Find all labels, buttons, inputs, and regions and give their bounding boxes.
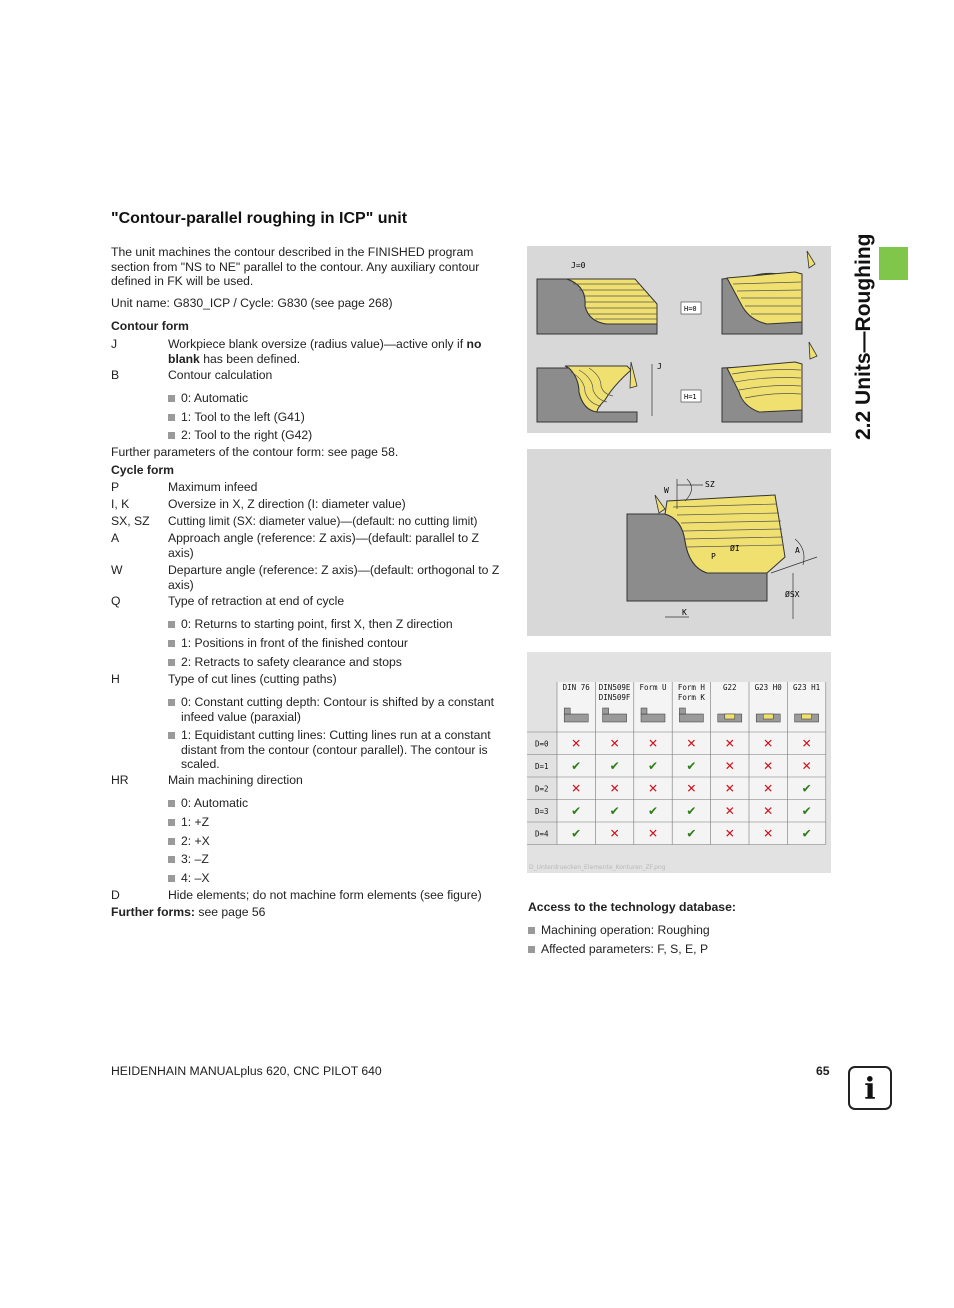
intro-paragraph: The unit machines the contour described in the FINISHED program section from "NS to NE" parallel to the contour. Any auxiliary contour defined in FK will be used. bbox=[111, 245, 480, 288]
cross-icon: ✕ bbox=[724, 826, 735, 841]
column-header: DIN509E bbox=[598, 683, 631, 692]
profile-icon bbox=[795, 714, 819, 722]
param-q-term: Q bbox=[111, 594, 121, 608]
column-header: G22 bbox=[723, 683, 737, 692]
figure-caption: D_Unterdruecken_Elemente_Konturen_ZF.png bbox=[529, 864, 666, 871]
cycle-form-heading: Cycle form bbox=[111, 463, 174, 477]
cross-icon: ✕ bbox=[647, 781, 659, 796]
technology-heading: Access to the technology database: bbox=[528, 900, 736, 914]
hr-option-2: 2: +X bbox=[168, 834, 506, 849]
cross-icon: ✕ bbox=[686, 736, 697, 751]
param-p-term: P bbox=[111, 480, 120, 494]
q-option-0: 0: Returns to starting point, first X, then Z direction bbox=[168, 617, 506, 632]
cross-icon: ✕ bbox=[724, 803, 735, 818]
figure-cycle-params bbox=[527, 449, 831, 636]
hide-elements-table bbox=[527, 652, 831, 873]
check-icon: ✔ bbox=[801, 803, 812, 818]
check-icon: ✔ bbox=[686, 803, 697, 818]
check-icon: ✔ bbox=[647, 758, 659, 773]
label-h0: H=0 bbox=[684, 305, 697, 313]
figure-cut-lines bbox=[527, 246, 831, 433]
page-number: 65 bbox=[816, 1064, 830, 1078]
h-option-0: 0: Constant cutting depth: Contour is shifted by a constant infeed value (paraxial) bbox=[168, 695, 506, 724]
param-a-term: A bbox=[111, 531, 120, 545]
label-di: ØI bbox=[730, 544, 740, 553]
bullet-icon bbox=[168, 838, 175, 845]
q-option-2: 2: Retracts to safety clearance and stops bbox=[168, 655, 506, 670]
param-hr-desc: Main machining direction bbox=[168, 773, 303, 787]
check-icon: ✔ bbox=[571, 826, 582, 841]
contour-form-heading: Contour form bbox=[111, 319, 189, 333]
cross-icon: ✕ bbox=[571, 781, 582, 796]
bullet-icon bbox=[168, 414, 175, 421]
cross-icon: ✕ bbox=[801, 736, 812, 751]
chapter-side-title: 2.2 Units—Roughing bbox=[852, 233, 875, 440]
bullet-icon bbox=[168, 800, 175, 807]
tool-icon bbox=[809, 342, 817, 359]
contour-form-further: Further parameters of the contour form: see page 58. bbox=[111, 445, 399, 459]
column-header: DIN509F bbox=[598, 693, 631, 702]
check-icon: ✔ bbox=[801, 781, 812, 796]
param-h-term: H bbox=[111, 672, 120, 686]
cross-icon: ✕ bbox=[763, 826, 774, 841]
cross-icon: ✕ bbox=[724, 781, 735, 796]
bullet-icon bbox=[168, 621, 175, 628]
technology-item-1: Affected parameters: F, S, E, P bbox=[528, 942, 708, 957]
b-option-0: 0: Automatic bbox=[168, 391, 506, 406]
param-b-desc: Contour calculation bbox=[168, 368, 273, 382]
further-forms: Further forms: see page 56 bbox=[111, 905, 266, 919]
column-header: Form U bbox=[639, 683, 667, 692]
param-p-desc: Maximum infeed bbox=[168, 480, 258, 494]
row-label: D=3 bbox=[535, 806, 549, 816]
profile-icon bbox=[718, 714, 742, 722]
param-sx-term: SX, SZ bbox=[111, 514, 150, 528]
label-p: P bbox=[711, 552, 716, 561]
info-icon: i bbox=[848, 1066, 892, 1110]
cross-icon: ✕ bbox=[763, 803, 774, 818]
row-label: D=0 bbox=[535, 739, 549, 749]
cross-icon: ✕ bbox=[571, 736, 582, 751]
tool-icon bbox=[655, 495, 665, 513]
bullet-icon bbox=[528, 927, 535, 934]
param-h-desc: Type of cut lines (cutting paths) bbox=[168, 672, 337, 686]
cross-icon: ✕ bbox=[724, 758, 735, 773]
label-sz: SZ bbox=[705, 480, 715, 489]
unit-name: Unit name: G830_ICP / Cycle: G830 (see page 268) bbox=[111, 296, 393, 310]
check-icon: ✔ bbox=[801, 826, 812, 841]
cycle-params-diagram bbox=[527, 449, 831, 636]
footer-text: HEIDENHAIN MANUALplus 620, CNC PILOT 640 bbox=[111, 1064, 382, 1078]
technology-item-0: Machining operation: Roughing bbox=[528, 923, 710, 938]
check-icon: ✔ bbox=[609, 758, 620, 773]
param-w-term: W bbox=[111, 563, 123, 577]
label-dsx: ØSX bbox=[785, 590, 800, 599]
hr-option-3: 3: –Z bbox=[168, 852, 506, 867]
cross-icon: ✕ bbox=[647, 826, 659, 841]
param-sx-desc: Cutting limit (SX: diameter value)—(default: no cutting limit) bbox=[168, 514, 478, 528]
cross-icon: ✕ bbox=[609, 781, 620, 796]
cross-icon: ✕ bbox=[609, 736, 620, 751]
label-w: W bbox=[664, 486, 669, 495]
cut-lines-diagram bbox=[527, 246, 831, 433]
label-k: K bbox=[682, 608, 687, 617]
param-j-desc: Workpiece blank oversize (radius value)—active only if no blank has been defined. bbox=[168, 337, 482, 366]
param-w-desc: Departure angle (reference: Z axis)—(default: orthogonal to Z axis) bbox=[168, 563, 500, 592]
cross-icon: ✕ bbox=[609, 826, 620, 841]
bullet-icon bbox=[168, 875, 175, 882]
row-label: D=1 bbox=[535, 761, 549, 771]
hr-option-1: 1: +Z bbox=[168, 815, 506, 830]
b-option-2: 2: Tool to the right (G42) bbox=[168, 428, 506, 443]
check-icon: ✔ bbox=[609, 803, 620, 818]
check-icon: ✔ bbox=[686, 758, 697, 773]
param-ik-desc: Oversize in X, Z direction (I: diameter value) bbox=[168, 497, 406, 511]
param-d-desc: Hide elements; do not machine form elements (see figure) bbox=[168, 888, 482, 902]
profile-icon bbox=[756, 714, 780, 722]
bullet-icon bbox=[168, 856, 175, 863]
param-ik-term: I, K bbox=[111, 497, 130, 511]
label-a: A bbox=[795, 546, 800, 555]
param-b-term: B bbox=[111, 368, 120, 382]
figure-hide-elements bbox=[527, 652, 831, 873]
bullet-icon bbox=[168, 699, 175, 706]
check-icon: ✔ bbox=[571, 803, 582, 818]
check-icon: ✔ bbox=[686, 826, 697, 841]
bullet-icon bbox=[168, 819, 175, 826]
b-option-1: 1: Tool to the left (G41) bbox=[168, 410, 506, 425]
bullet-icon bbox=[168, 395, 175, 402]
tool-icon bbox=[630, 362, 637, 388]
label-j0: J=0 bbox=[571, 261, 586, 270]
label-h1: H=1 bbox=[684, 393, 697, 401]
label-j: J bbox=[657, 362, 662, 371]
column-header: Form K bbox=[677, 693, 705, 702]
param-hr-term: HR bbox=[111, 773, 129, 787]
column-header: Form H bbox=[677, 683, 705, 692]
h-option-1: 1: Equidistant cutting lines: Cutting lines run at a constant distant from the contour (contour parallel). The contour is scaled. bbox=[168, 728, 506, 772]
param-a-desc: Approach angle (reference: Z axis)—(default: parallel to Z axis) bbox=[168, 531, 479, 560]
hr-option-4: 4: –X bbox=[168, 871, 506, 886]
column-header: G23 H1 bbox=[793, 683, 821, 692]
cross-icon: ✕ bbox=[763, 758, 774, 773]
check-icon: ✔ bbox=[647, 803, 659, 818]
param-j-term: J bbox=[111, 337, 118, 351]
check-icon: ✔ bbox=[571, 758, 582, 773]
hr-option-0: 0: Automatic bbox=[168, 796, 506, 811]
cross-icon: ✕ bbox=[724, 736, 735, 751]
row-label: D=2 bbox=[535, 784, 549, 794]
q-option-1: 1: Positions in front of the finished contour bbox=[168, 636, 506, 651]
param-d-term: D bbox=[111, 888, 120, 902]
section-title: "Contour-parallel roughing in ICP" unit bbox=[111, 210, 408, 227]
bullet-icon bbox=[528, 946, 535, 953]
bullet-icon bbox=[168, 732, 175, 739]
column-header: DIN 76 bbox=[562, 683, 590, 692]
cross-icon: ✕ bbox=[801, 758, 812, 773]
bullet-icon bbox=[168, 659, 175, 666]
bullet-icon bbox=[168, 640, 175, 647]
chapter-tab-marker bbox=[879, 247, 908, 280]
cross-icon: ✕ bbox=[647, 736, 659, 751]
cross-icon: ✕ bbox=[686, 781, 697, 796]
column-header: G23 H0 bbox=[754, 683, 782, 692]
bullet-icon bbox=[168, 432, 175, 439]
row-label: D=4 bbox=[535, 829, 549, 839]
param-q-desc: Type of retraction at end of cycle bbox=[168, 594, 345, 608]
tool-icon bbox=[807, 251, 815, 268]
cross-icon: ✕ bbox=[763, 781, 774, 796]
cross-icon: ✕ bbox=[763, 736, 774, 751]
